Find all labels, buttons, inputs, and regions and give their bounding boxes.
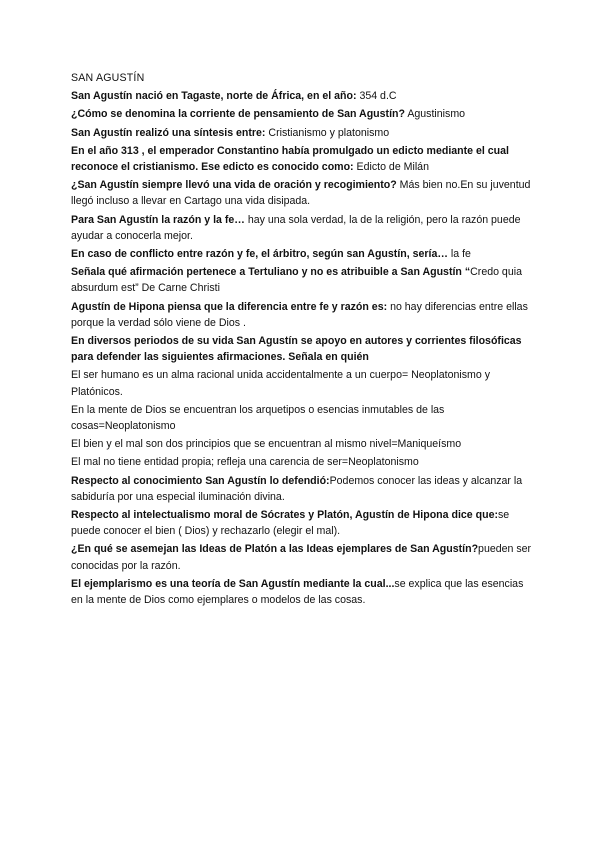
question-text: Para San Agustín la razón y la fe… (71, 213, 245, 226)
answer-text: Credo quia absurdum est” De Carne Christi (71, 266, 522, 295)
question-text: En diversos periodos de su vida San Agustín se apoyo en autores y corrientes filosóficas para defender las siguientes afirmaciones. Señala en quién (71, 335, 522, 364)
qa-item (71, 576, 533, 608)
question-text: Señala qué afirmación pertenece a Tertuliano y no es atribuible a San Agustín “ (71, 266, 471, 279)
question-text: En caso de conflicto entre razón y fe, el árbitro, según san Agustín, sería… (71, 248, 448, 261)
qa-item (71, 106, 533, 122)
question-text: ¿Cómo se denomina la corriente de pensamiento de San Agustín? (71, 108, 405, 121)
question-text: ¿San Agustín siempre llevó una vida de oración y recogimiento? (71, 179, 397, 192)
answer-text: no hay diferencias entre ellas porque la verdad sólo viene de Dios . (71, 300, 528, 329)
answer-text: se puede conocer el bien ( Dios) y rechazarlo (elegir el mal). (71, 509, 510, 538)
qa-item (71, 507, 533, 539)
qa-item (71, 473, 533, 505)
question-text: Agustín de Hipona piensa que la diferencia entre fe y razón es: (71, 300, 388, 313)
qa-item (71, 143, 533, 175)
question-text: ¿En qué se asemejan las Ideas de Platón a las Ideas ejemplares de San Agustín? (71, 543, 479, 556)
question-text: San Agustín nació en Tagaste, norte de África, en el año: (71, 90, 357, 103)
qa-item (71, 299, 533, 331)
answer-text: pueden ser conocidas por la razón. (71, 543, 532, 572)
answer-text: Edicto de Milán (353, 161, 429, 174)
answer-text: Agustinismo (404, 108, 466, 121)
qa-item (71, 333, 533, 365)
answer-text: Podemos conocer las ideas y alcanzar la sabiduría por una especial iluminación divina. (71, 474, 523, 503)
answer-text: 354 d.C (356, 90, 397, 103)
qa-item (71, 264, 533, 296)
qa-item (71, 212, 533, 244)
statement-line: El ser humano es un alma racional unida accidentalmente a un cuerpo= Neoplatonismo y Platónicos. (71, 369, 490, 398)
qa-item (71, 88, 533, 104)
answer-text: Cristianismo y platonismo (265, 126, 390, 139)
statement-line: En la mente de Dios se encuentran los arquetipos o esencias inmutables de las cosas=Neoplatonismo (71, 403, 445, 433)
qa-item (71, 177, 533, 209)
question-text: En el año 313 , el emperador Constantino había promulgado un edicto mediante el cual reconoce el cristianismo. Ese edicto es conocido como: (71, 144, 509, 174)
document-title: SAN AGUSTÍN (71, 72, 145, 84)
question-text: Respecto al conocimiento San Agustín lo defendió: (71, 474, 330, 487)
document-body (71, 70, 533, 610)
qa-item (71, 246, 533, 262)
question-text: Respecto al intelectualismo moral de Sócrates y Platón, Agustín de Hipona dice que: (71, 509, 498, 522)
statement-line: El mal no tiene entidad propia; refleja una carencia de ser=Neoplatonismo (71, 456, 419, 469)
qa-item (71, 541, 533, 573)
answer-text: se explica que las esencias en la mente de Dios como ejemplares o modelos de las cosas. (71, 577, 524, 607)
question-text: San Agustín realizó una síntesis entre: (71, 126, 266, 139)
question-text: El ejemplarismo es una teoría de San Agustín mediante la cual... (71, 577, 395, 590)
qa-item (71, 125, 533, 141)
answer-text: la fe (447, 248, 471, 261)
answer-text: Más bien no.En su juventud llegó incluso a llevar en Cartago una vida disipada. (71, 179, 531, 208)
statement-line: El bien y el mal son dos principios que se encuentran al mismo nivel=Maniqueísmo (71, 438, 462, 451)
answer-text: hay una sola verdad, la de la religión, pero la razón puede ayudar a conocerla mejor. (71, 213, 521, 242)
